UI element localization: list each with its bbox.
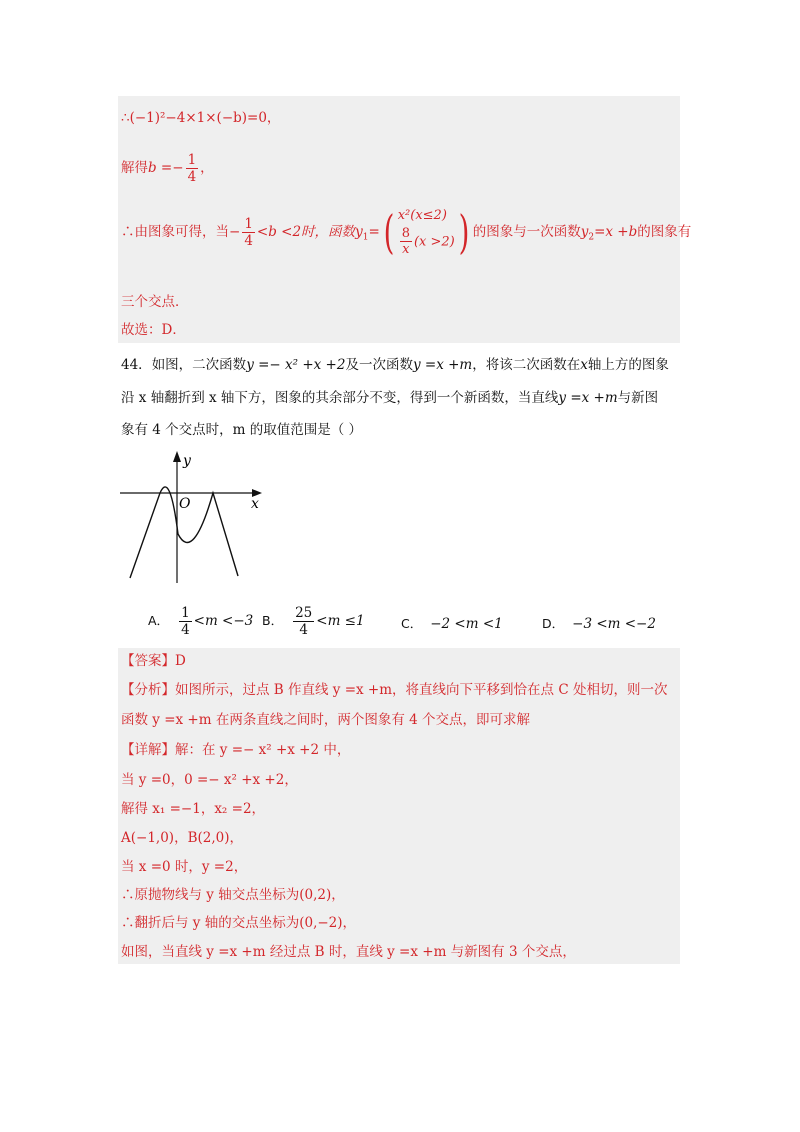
detail-line-5: 当 x =0 时，y =2，	[121, 859, 248, 875]
analysis-line-2: 函数 y =x +m 在两条直线之间时，两个图象有 4 个交点，即可求解	[121, 712, 531, 728]
detail-line-6: ∴原抛物线与 y 轴交点坐标为(0,2)，	[121, 887, 345, 903]
solution-line-5: 故选：D．	[121, 322, 186, 338]
detail-line-7: ∴翻折后与 y 轴的交点坐标为(0,−2)，	[121, 915, 357, 931]
answer-line: 【答案】D	[121, 653, 186, 669]
option-c: C． −2 <m <1	[401, 616, 503, 632]
option-b: B． $\frac{25}{4}$ <m ≤1	[262, 605, 365, 639]
y-axis-label: y	[183, 453, 191, 469]
detail-line-2: 当 y =0，0 =− x² +x +2，	[121, 772, 298, 788]
detail-line-4: A(−1,0)，B(2,0)，	[121, 830, 243, 846]
solution-line-3: ∴由图象可得，当− $\frac{1}{4}$ <b <2时，函数$y_1=$( x²(x≤2) $\frac{8}{x}$ (x >2)) 的图象与一次函数$y_2=x +b$的图象有	[121, 204, 692, 259]
question-line-3: 象有 4 个交点时，m 的取值范围是（ ）	[121, 422, 363, 438]
option-d: D． −3 <m <−2	[542, 616, 656, 632]
y-axis-arrow	[173, 451, 181, 462]
origin-label: O	[179, 496, 191, 512]
question-line-2: 沿 x 轴翻折到 x 轴下方，图象的其余部分不变，得到一个新函数，当直线y =x +m与新图	[121, 390, 659, 406]
piecewise-function: x²(x≤2) $\frac{8}{x}$ (x >2)	[397, 208, 455, 258]
option-a: A． $\frac{1}{4}$ <m <−3	[148, 605, 254, 639]
detail-line-3: 解得 x₁ =−1，x₂ =2，	[121, 801, 266, 817]
detail-line-1: 【详解】解：在 y =− x² +x +2 中，	[121, 742, 351, 758]
solution-line-1: ∴(−1)²−4×1×(−b)=0，	[121, 110, 281, 126]
x-axis-label: x	[251, 496, 259, 512]
question-line-1: 44．如图，二次函数y =− x² +x +2及一次函数y =x +m，将该二次函数在x轴上方的图象	[121, 357, 669, 373]
detail-line-8: 如图，当直线 y =x +m 经过点 B 时，直线 y =x +m 与新图有 3 个交点，	[121, 944, 576, 960]
solution-line-2: 解得b =− $\frac{1}{4}$ ，	[121, 152, 214, 186]
analysis-line-1: 【分析】如图所示，过点 B 作直线 y =x +m，将直线向下平移到恰在点 C 处相切，则一次	[121, 682, 668, 698]
solution-line-4: 三个交点．	[121, 294, 189, 310]
function-graph	[118, 448, 278, 588]
